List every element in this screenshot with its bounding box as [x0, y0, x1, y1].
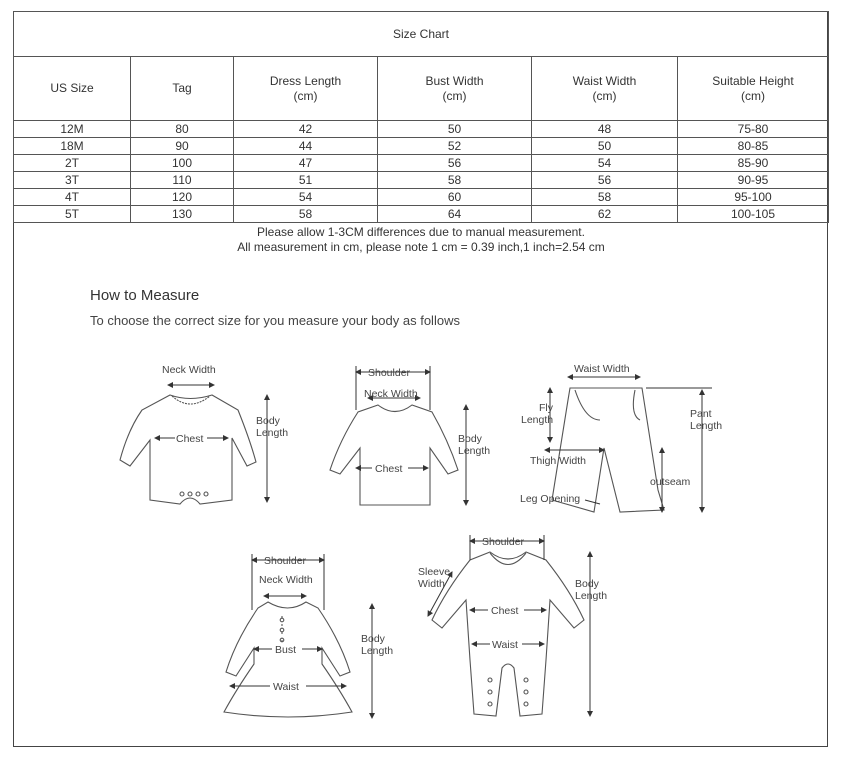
cell-waist-width: 50 — [532, 138, 678, 155]
cell-bust-width: 50 — [378, 121, 532, 138]
cell-dress-length: 47 — [234, 155, 378, 172]
dress-bust-label: Bust — [275, 644, 297, 656]
cell-dress-length: 58 — [234, 206, 378, 223]
cell-bust-width: 64 — [378, 206, 532, 223]
pants-outseam-label: outseam — [650, 476, 691, 488]
note-line-2: All measurement in cm, please note 1 cm = 0.39 inch,1 inch=2.54 cm — [237, 240, 605, 254]
header-waist-width: Waist Width (cm) — [532, 57, 678, 121]
pants-fly-label-1: Fly — [539, 402, 553, 414]
jumpsuit-chest-label: Chest — [491, 605, 519, 617]
cell-size: 4T — [14, 189, 131, 206]
dress-neck-label: Neck Width — [259, 574, 313, 586]
cell-tag: 80 — [131, 121, 234, 138]
cell-height: 80-85 — [678, 138, 829, 155]
how-to-measure-subtitle: To choose the correct size for you measure your body as follows — [90, 313, 460, 328]
shirt-illustration — [330, 366, 490, 505]
jumpsuit-waist-label: Waist — [492, 639, 518, 651]
size-chart-title: Size Chart — [14, 12, 829, 57]
jumpsuit-illustration — [418, 535, 607, 716]
romper-neck-label: Neck Width — [162, 364, 216, 376]
jumpsuit-sleeve-label-2: Width — [418, 578, 445, 590]
romper-body-label-1: Body — [256, 415, 280, 427]
dress-shoulder-label: Shoulder — [264, 555, 307, 567]
pants-thigh-label: Thigh Width — [530, 455, 587, 467]
header-us-size: US Size — [14, 57, 131, 121]
cell-dress-length: 44 — [234, 138, 378, 155]
jumpsuit-body-label-2: Length — [575, 590, 608, 602]
cell-waist-width: 48 — [532, 121, 678, 138]
cell-bust-width: 60 — [378, 189, 532, 206]
cell-tag: 100 — [131, 155, 234, 172]
cell-tag: 130 — [131, 206, 234, 223]
header-dress-length: Dress Length (cm) — [234, 57, 378, 121]
dress-body-label-1: Body — [361, 633, 385, 645]
cell-waist-width: 62 — [532, 206, 678, 223]
romper-body-label-2: Length — [256, 427, 289, 439]
cell-size: 2T — [14, 155, 131, 172]
pants-fly-label-2: Length — [521, 414, 554, 426]
header-suitable-height: Suitable Height (cm) — [678, 57, 829, 121]
cell-waist-width: 54 — [532, 155, 678, 172]
cell-tag: 110 — [131, 172, 234, 189]
cell-height: 85-90 — [678, 155, 829, 172]
cell-size: 12M — [14, 121, 131, 138]
pants-pant-label-1: Pant — [690, 408, 712, 420]
cell-bust-width: 56 — [378, 155, 532, 172]
header-bust-width: Bust Width (cm) — [378, 57, 532, 121]
cell-tag: 120 — [131, 189, 234, 206]
dress-body-label-2: Length — [361, 645, 394, 657]
cell-bust-width: 58 — [378, 172, 532, 189]
cell-waist-width: 58 — [532, 189, 678, 206]
cell-bust-width: 52 — [378, 138, 532, 155]
header-tag: Tag — [131, 57, 234, 121]
cell-dress-length: 54 — [234, 189, 378, 206]
pants-waist-label: Waist Width — [574, 363, 630, 375]
shirt-neck-label: Neck Width — [364, 388, 418, 400]
cell-tag: 90 — [131, 138, 234, 155]
romper-chest-label: Chest — [176, 433, 204, 445]
cell-height: 75-80 — [678, 121, 829, 138]
jumpsuit-shoulder-label: Shoulder — [482, 536, 525, 548]
pants-pant-label-2: Length — [690, 420, 723, 432]
cell-waist-width: 56 — [532, 172, 678, 189]
romper-illustration — [120, 364, 288, 504]
jumpsuit-body-label-1: Body — [575, 578, 599, 590]
cell-dress-length: 51 — [234, 172, 378, 189]
shirt-body-label-1: Body — [458, 433, 482, 445]
cell-size: 3T — [14, 172, 131, 189]
how-to-measure-title: How to Measure — [90, 287, 200, 304]
pants-leg-label: Leg Opening — [520, 493, 581, 505]
cell-dress-length: 42 — [234, 121, 378, 138]
jumpsuit-sleeve-label-1: Sleeve — [418, 566, 451, 578]
cell-height: 95-100 — [678, 189, 829, 206]
cell-height: 90-95 — [678, 172, 829, 189]
cell-size: 18M — [14, 138, 131, 155]
shirt-body-label-2: Length — [458, 445, 491, 457]
dress-illustration — [224, 554, 393, 718]
shirt-chest-label: Chest — [375, 463, 403, 475]
dress-waist-label: Waist — [273, 681, 299, 693]
shirt-shoulder-label: Shoulder — [368, 367, 411, 379]
note-line-1: Please allow 1-3CM differences due to manual measurement. — [257, 225, 585, 239]
cell-height: 100-105 — [678, 206, 829, 223]
pants-illustration — [520, 363, 722, 512]
cell-size: 5T — [14, 206, 131, 223]
